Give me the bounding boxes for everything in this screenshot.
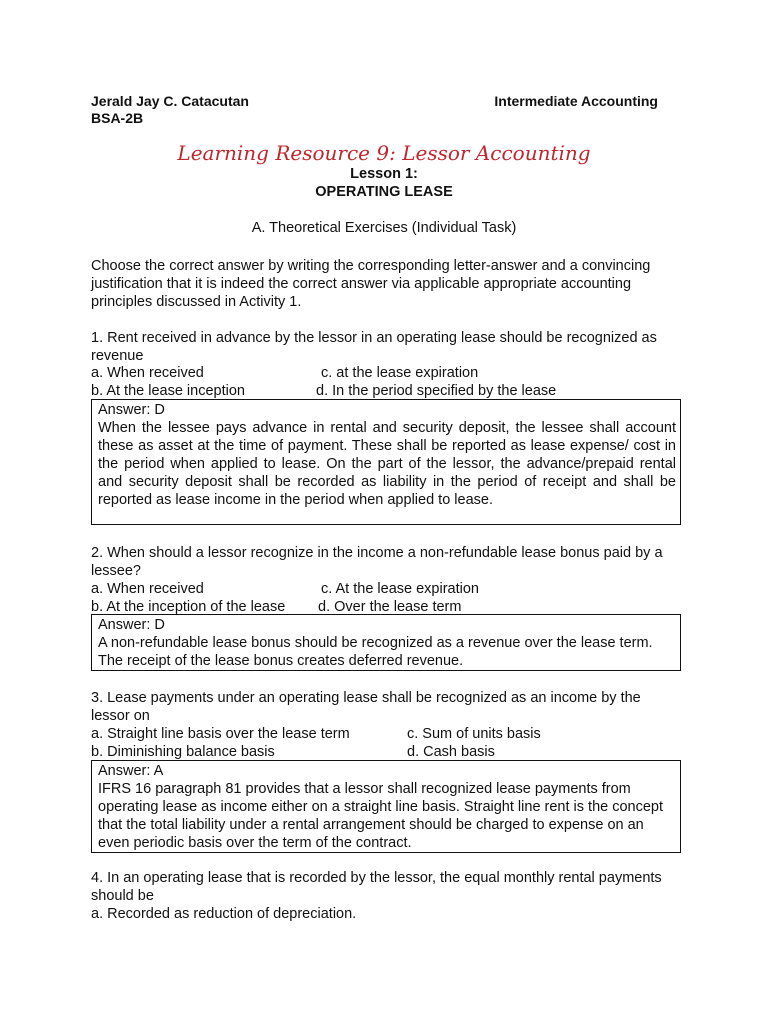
student-name: Jerald Jay C. Catacutan bbox=[91, 93, 249, 109]
q3-option-d: d. Cash basis bbox=[407, 744, 495, 760]
document-title: Learning Resource 9: Lessor Accounting bbox=[177, 141, 591, 165]
q2-option-b: b. At the inception of the lease bbox=[91, 599, 286, 615]
question-3: 3. Lease payments under an operating lease shall be recognized as an income by the lessor on bbox=[91, 690, 641, 724]
q2-answer: Answer: D bbox=[98, 617, 165, 633]
q1-option-a: a. When received bbox=[91, 365, 204, 381]
q3-answer-box bbox=[91, 760, 681, 853]
q3-option-b: b. Diminishing balance basis bbox=[91, 744, 275, 760]
question-2: 2. When should a lessor recognize in the income a non-refundable lease bonus paid by a lessee? bbox=[91, 545, 663, 579]
q4-option-a: a. Recorded as reduction of depreciation. bbox=[91, 906, 357, 922]
q2-option-a: a. When received bbox=[91, 581, 204, 597]
q2-option-c: c. At the lease expiration bbox=[321, 581, 479, 597]
q2-answer-box bbox=[91, 614, 681, 671]
q1-option-d: d. In the period specified by the lease bbox=[316, 383, 557, 399]
q1-answer-box bbox=[91, 399, 681, 525]
instructions: Choose the correct answer by writing the corresponding letter-answer and a convincing justification that it is indeed the correct answer via applicable appropriate accounting principles discussed in Activity 1. bbox=[91, 258, 651, 310]
q3-option-a: a. Straight line basis over the lease term bbox=[91, 726, 350, 742]
question-1: 1. Rent received in advance by the lessor in an operating lease should be recognized as revenue bbox=[91, 330, 657, 364]
question-4: 4. In an operating lease that is recorded by the lessor, the equal monthly rental payments should be bbox=[91, 870, 662, 904]
q2-justification: A non-refundable lease bonus should be recognized as a revenue over the lease term. The receipt of the lease bonus creates deferred revenue. bbox=[98, 635, 653, 669]
q2-option-d: d. Over the lease term bbox=[318, 599, 462, 615]
q3-option-c: c. Sum of units basis bbox=[407, 726, 541, 742]
q1-answer: Answer: D bbox=[98, 402, 165, 418]
course-label: Intermediate Accounting bbox=[494, 93, 658, 109]
q1-justification: When the lessee pays advance in rental and security deposit, the lessee shall account these as asset at the time of payment. These shall be reported as lease expense/ cost in the period when applied to lease. On the part of the lessor, the advance/prepaid rental and security deposit shall be recorded as liability in the period of receipt and shall be reported as lease income in the period when applied to lease. bbox=[98, 420, 676, 508]
topic-heading: OPERATING LEASE bbox=[315, 184, 453, 200]
q3-answer: Answer: A bbox=[98, 763, 164, 779]
q1-option-c: c. at the lease expiration bbox=[321, 365, 479, 381]
part-heading: A. Theoretical Exercises (Individual Task) bbox=[251, 220, 517, 236]
q1-option-b: b. At the lease inception bbox=[91, 383, 245, 399]
q3-justification: IFRS 16 paragraph 81 provides that a lessor shall recognized lease payments from operating lease as income either on a straight line basis. Straight line rent is the concept that the total liability under a rental arrangement should be charged to expense on an even periodic basis over the term of the contract. bbox=[98, 781, 664, 851]
lesson-label: Lesson 1: bbox=[350, 166, 418, 182]
section-label: BSA-2B bbox=[91, 110, 144, 126]
